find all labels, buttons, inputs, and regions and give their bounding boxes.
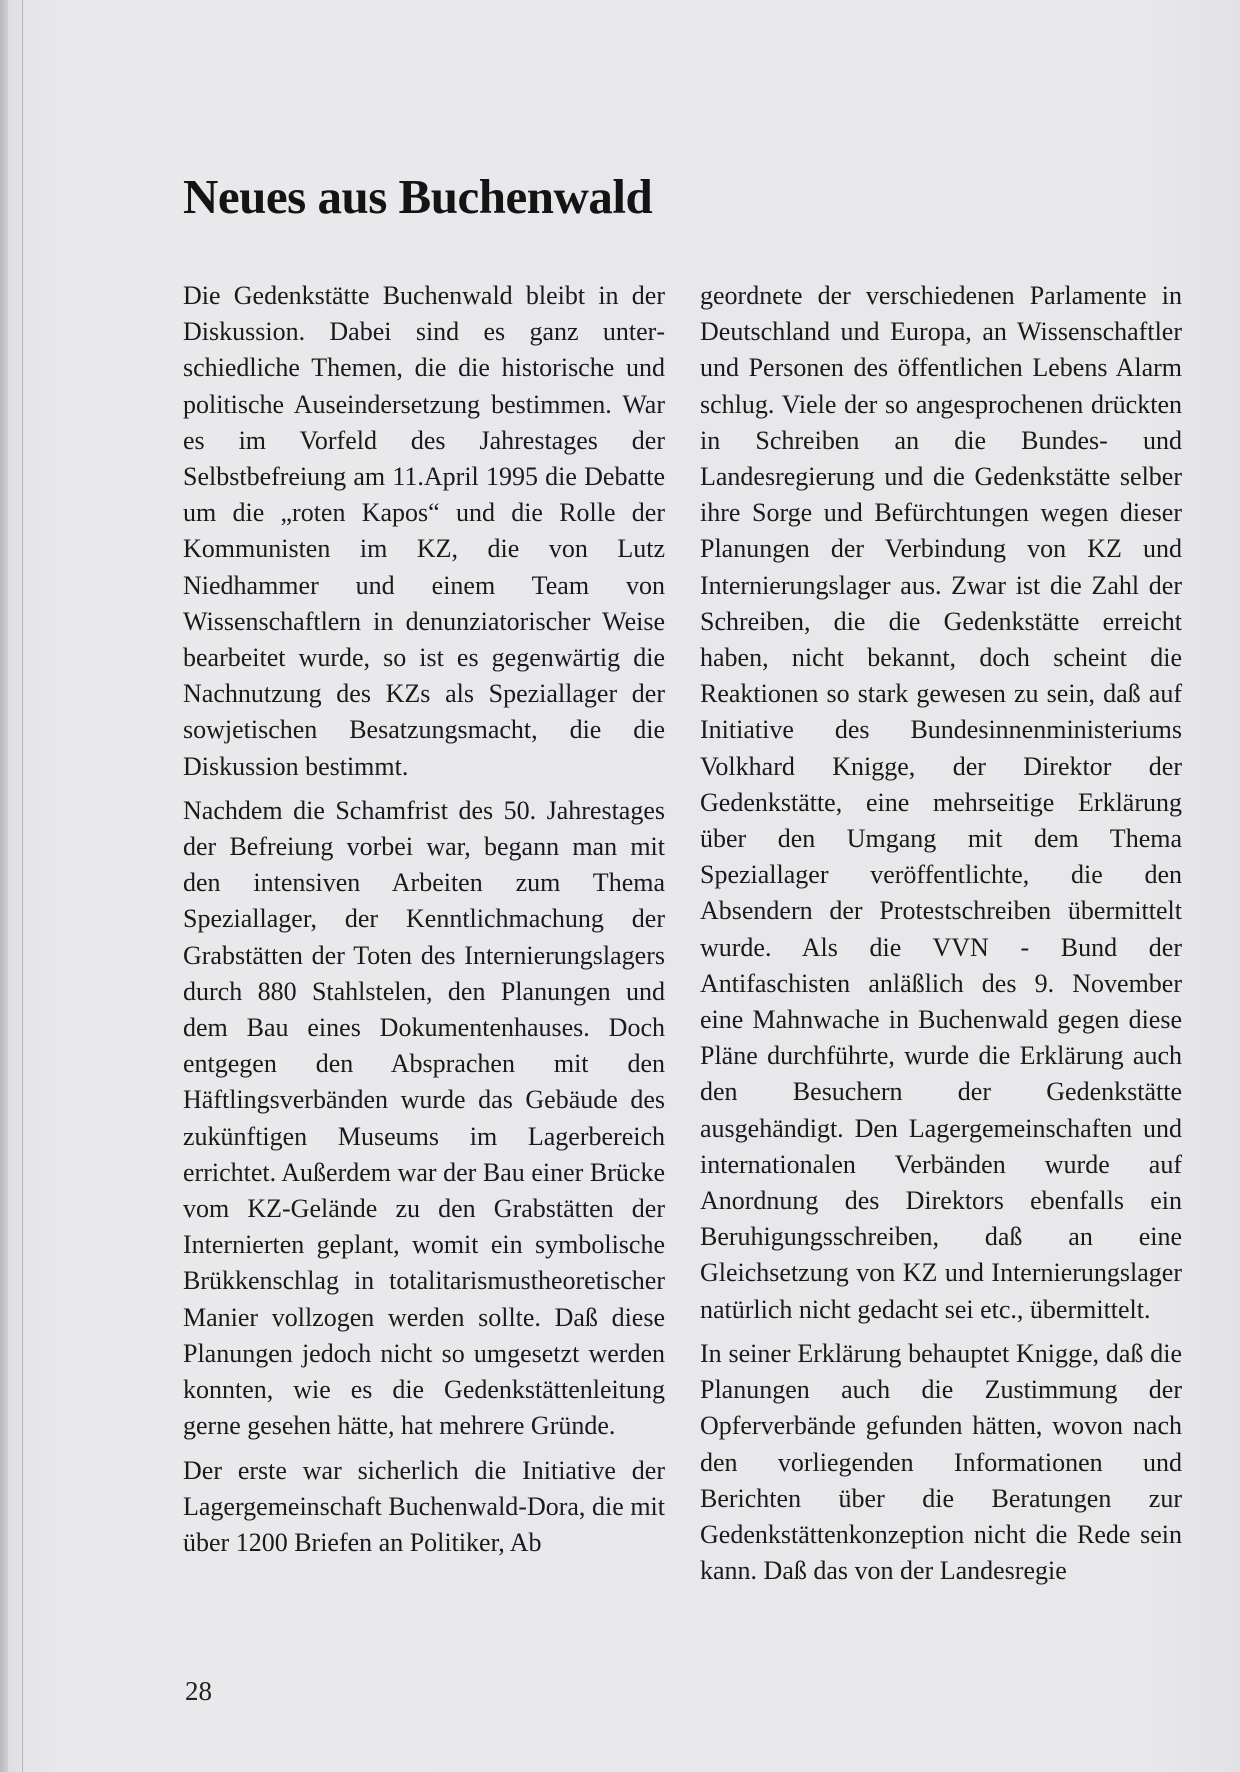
- left-text-column: [183, 278, 665, 1569]
- page-binding-edge: [0, 0, 8, 1772]
- page-binding-line: [22, 0, 23, 1772]
- article-title: Neues aus Buchenwald: [183, 169, 653, 224]
- paragraph: Nachdem die Schamfrist des 50. Jahrestages der Befreiung vorbei war, begann man mit den intensiven Arbeiten zum Thema Speziallager, der Kenntlichmachung der Grabstätten der Toten des Internierungslagers durch 880 Stahlstelen, den Planungen und dem Bau eines Dokumentenhauses. Doch entgegen den Absprachen mit den Häftlingsverbänden wurde das Gebäude des zukünftigen Museums im Lagerbereich errichtet. Außerdem war der Bau einer Brücke vom KZ-Gelände zu den Grabstätten der Internierten geplant, womit ein symbolische Brükkenschlag in totalitarismustheoretischer Manier vollzogen werden sollte. Daß diese Planungen jedoch nicht so umgesetzt werden konnten, wie es die Gedenkstättenleitung gerne gesehen hätte, hat mehrere Gründe.: [183, 795, 665, 1441]
- paragraph: geordnete der verschiedenen Parlamente in Deutschland und Europa, an Wissenschaftler und Personen des öffentlichen Lebens Alarm schlug. Viele der so angesprochenen drückten in Schreiben an die Bundes- und Landesregierung und die Gedenkstätte selber ihre Sorge und Befürchtungen wegen dieser Planungen der Verbindung von KZ und Internierungslager aus. Zwar ist die Zahl der Schreiben, die die Gedenkstätte erreicht haben, nicht bekannt, doch scheint die Reaktionen so stark gewesen zu sein, daß auf Initiative des Bundesinnenministeriums Volkhard Knigge, der Direktor der Gedenkstätte, eine mehrseitige Erklärung über den Umgang mit dem Thema Speziallager veröffentlichte, die den Absendern der Protestschreiben übermittelt wurde. Als die VVN - Bund der Antifaschisten anläßlich des 9. November eine Mahnwache in Buchenwald gegen diese Pläne durchführte, wurde die Erklärung auch den Besuchern der Gedenkstätte ausgehändigt. Den Lagergemeinschaften und internationalen Verbänden wurde auf Anordnung des Direktors ebenfalls ein Beruhigungsschreiben, daß an eine Gleichsetzung von KZ und Internierungslager natürlich nicht gedacht sei etc., übermittelt.: [700, 281, 1182, 1324]
- page-number: 28: [185, 1676, 212, 1706]
- paragraph: In seiner Erklärung behauptet Knigge, daß die Planungen auch die Zustimmung der Opferverbände gefunden hätten, wovon nach den vorliegenden Informationen und Berichten über die Beratungen zur Gedenkstättenkonzeption nicht die Rede sein kann. Daß das von der Landesregie: [700, 1338, 1182, 1586]
- paragraph: Die Gedenkstätte Buchenwald bleibt in der Diskussion. Dabei sind es ganz unterschiedliche Themen, die die historische und politische Auseindersetzung bestimmen. War es im Vorfeld des Jahrestages der Selbstbefreiung am 11.April 1995 die Debatte um die „roten Kapos“ und die Rolle der Kommunisten im KZ, die von Lutz Niedhammer und einem Team von Wissenschaftlern in denunziatorischer Weise bearbeitet wurde, so ist es gegenwärtig die Nachnutzung des KZs als Speziallager der sowjetischen Besatzungsmacht, die die Diskussion bestimmt.: [183, 281, 665, 781]
- paragraph: Der erste war sicherlich die Initiative der Lagergemeinschaft Buchenwald-Dora, die mit über 1200 Briefen an Politiker, Ab: [183, 1455, 665, 1557]
- right-text-column: [700, 278, 1182, 1597]
